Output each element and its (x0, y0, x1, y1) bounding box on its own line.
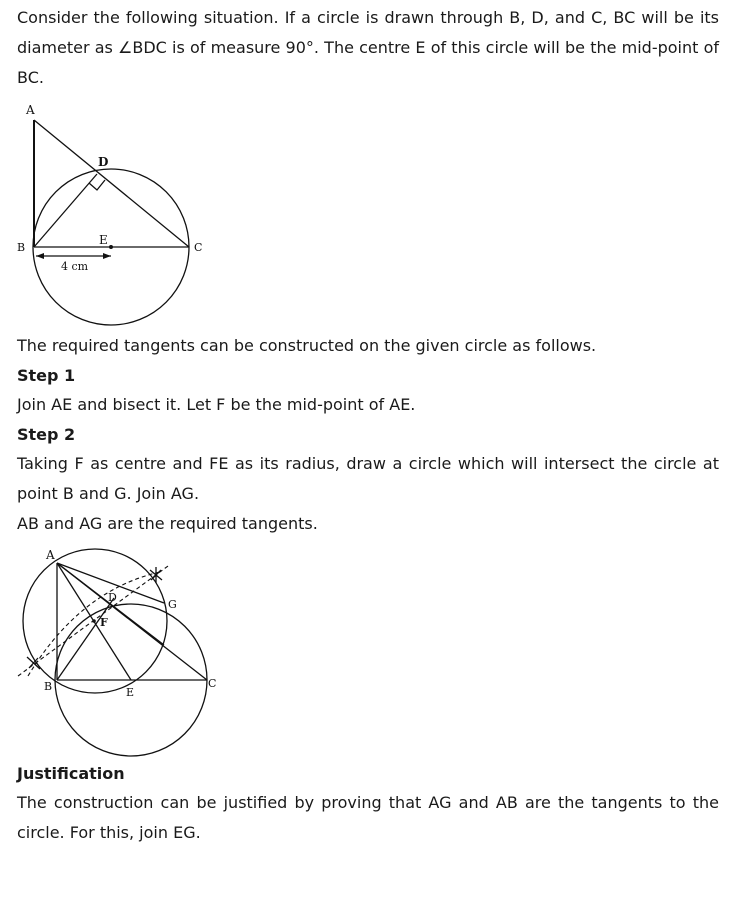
label-c: C (194, 241, 203, 254)
label-b: B (17, 241, 26, 254)
label-e: E (126, 686, 135, 699)
segment-ac (34, 120, 189, 247)
figure-tangent-construction (0, 540, 240, 760)
intro-paragraph: Consider the following situation. If a circle is drawn through B, D, and C, BC will be its diameter as ∠BDC is of measure 90°. The centre E of this circle will be the mid-point of BC. (17, 8, 719, 87)
justification-heading: Justification (17, 764, 125, 783)
figure-circle-bdc (0, 95, 240, 335)
point-f (92, 619, 96, 623)
label-d: D (98, 155, 109, 169)
conclusion-text: AB and AG are the required tangents. (17, 514, 318, 533)
step1-text: Join AE and bisect it. Let F be the mid-point of AE. (17, 395, 416, 414)
justification-text: The construction can be justified by proving that AG and AB are the tangents to the circle. For this, join EG. (17, 793, 719, 842)
step2-text: Taking F as centre and FE as its radius, draw a circle which will intersect the circle at point B and G. Join AG. (17, 454, 719, 503)
point-e (109, 245, 113, 249)
arrow-right-head (103, 253, 111, 259)
right-angle-mark (89, 180, 105, 190)
construction-arc (28, 572, 160, 676)
label-c: C (208, 677, 217, 690)
arc-cross-top (150, 567, 162, 583)
label-a: A (26, 103, 35, 117)
arrow-left-head (36, 253, 44, 259)
construction-intro: The required tangents can be constructed on the given circle as follows. (17, 336, 597, 355)
step1-heading: Step 1 (17, 366, 76, 385)
label-e: E (99, 233, 108, 247)
label-a: A (46, 548, 55, 562)
step2-heading: Step 2 (17, 425, 76, 444)
label-measure: 4 cm (61, 260, 89, 273)
label-d: D (108, 591, 117, 604)
segment-bd (34, 174, 97, 247)
label-g: G (168, 598, 177, 611)
label-f: F (100, 616, 108, 629)
label-b: B (44, 680, 53, 693)
